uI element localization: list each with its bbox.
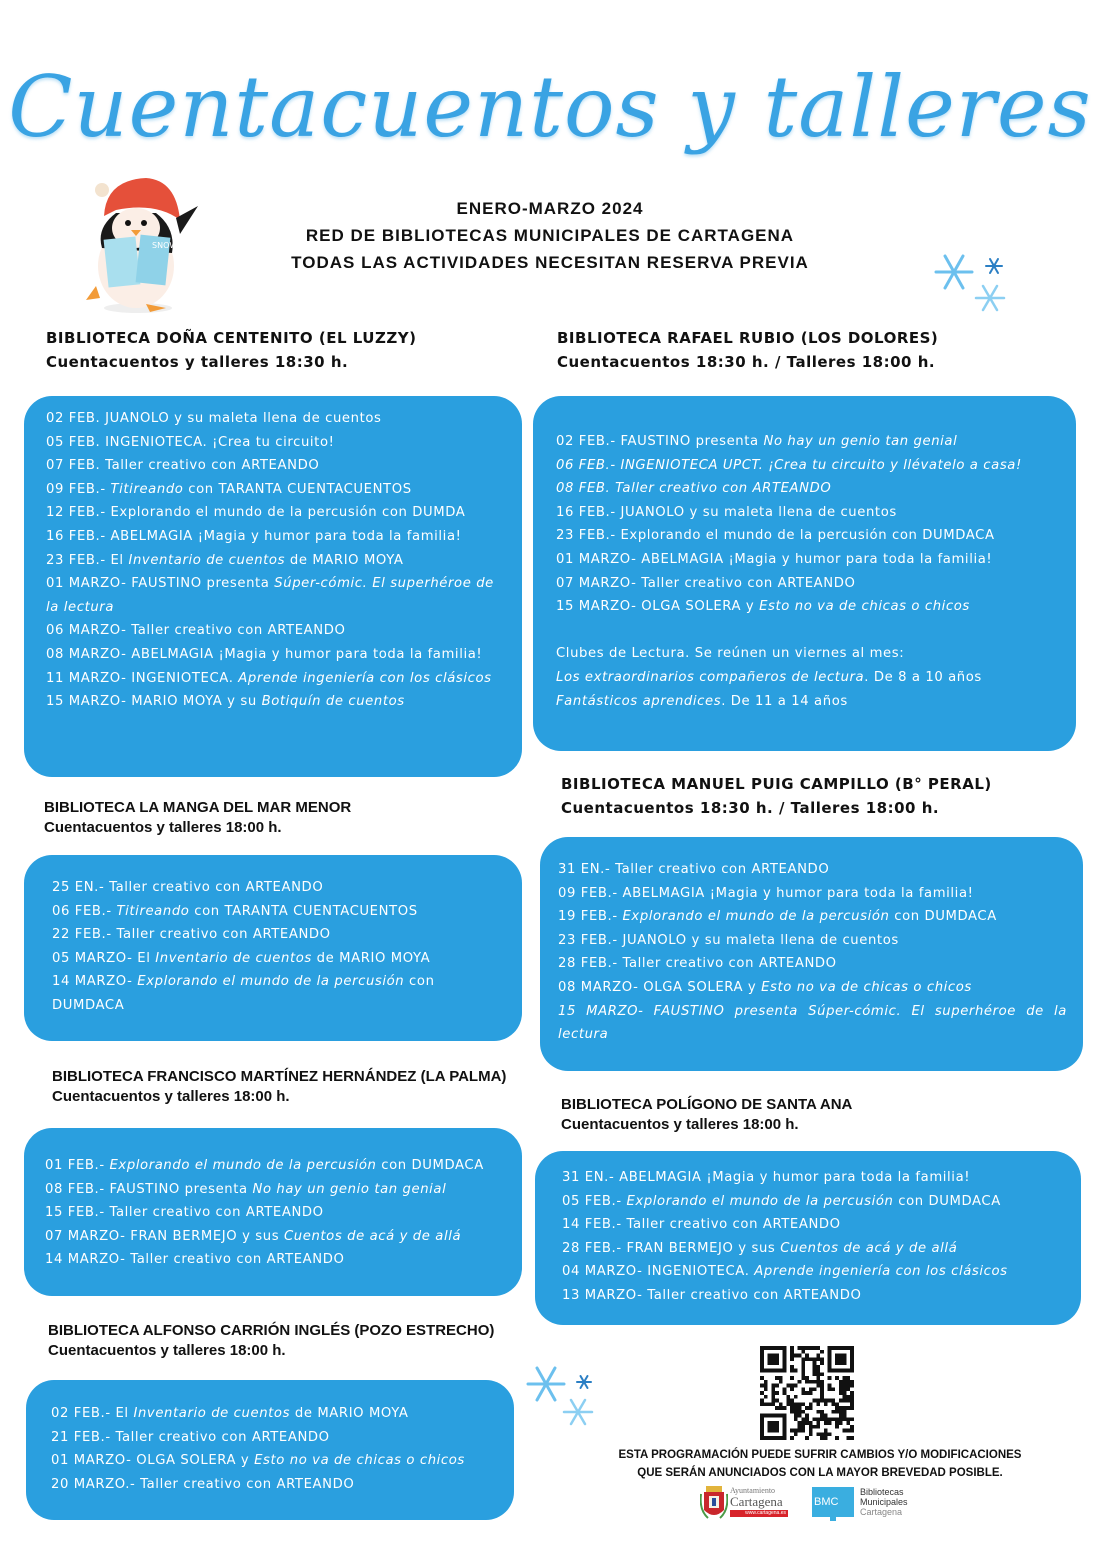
event-item: 07 FEB. Taller creativo con ARTEANDO bbox=[46, 458, 320, 474]
event-item: 16 FEB.- JUANOLO y su maleta llena de cuentos bbox=[556, 504, 897, 520]
qr-code[interactable] bbox=[760, 1346, 854, 1440]
event-item: 23 FEB.- El Inventario de cuentos de MARIO MOYA bbox=[46, 552, 404, 568]
event-item: 01 FEB.- Explorando el mundo de la percusión con DUMDACA bbox=[45, 1158, 484, 1173]
library-name: BIBLIOTECA LA MANGA DEL MAR MENOR bbox=[44, 799, 352, 816]
event-item: 12 FEB.- Explorando el mundo de la percusión con DUMDA bbox=[46, 505, 466, 521]
library-heading-pozo-estrecho bbox=[48, 1321, 494, 1361]
library-heading-rafael-rubio bbox=[557, 326, 938, 374]
event-item: 02 FEB. JUANOLO y su maleta llena de cuentos bbox=[46, 411, 382, 426]
event-item: 06 FEB.- INGENIOTECA UPCT. ¡Crea tu circuito y llévatelo a casa! bbox=[556, 457, 1022, 473]
event-item: 31 EN.- Taller creativo con ARTEANDO bbox=[558, 862, 830, 877]
event-item: 08 MARZO- OLGA SOLERA y Esto no va de chicas o chicos bbox=[558, 979, 972, 995]
event-item: 07 MARZO- FRAN BERMEJO y sus Cuentos de acá y de allá bbox=[45, 1228, 462, 1244]
events-box-la-manga bbox=[24, 855, 522, 1041]
event-item: 01 MARZO- OLGA SOLERA y Esto no va de chicas o chicos bbox=[51, 1453, 465, 1469]
library-name: BIBLIOTECA POLÍGONO DE SANTA ANA bbox=[561, 1096, 853, 1113]
event-item: 14 FEB.- Taller creativo con ARTEANDO bbox=[562, 1217, 841, 1233]
library-schedule: Cuentacuentos 18:30 h. / Talleres 18:00 h. bbox=[557, 353, 936, 371]
library-name: BIBLIOTECA RAFAEL RUBIO (LOS DOLORES) bbox=[557, 329, 939, 347]
events-box-santa-ana bbox=[535, 1151, 1081, 1325]
event-item: 15 MARZO- FAUSTINO presenta Súper-cómic. El superhéroe de la lectura bbox=[558, 1003, 1067, 1043]
event-item: 14 MARZO- Explorando el mundo de la percusión con DUMDACA bbox=[52, 974, 435, 1013]
event-item: 01 MARZO- ABELMAGIA ¡Magia y humor para toda la familia! bbox=[556, 551, 993, 567]
library-name: BIBLIOTECA MANUEL PUIG CAMPILLO (B° PERAL) bbox=[561, 775, 992, 793]
book-cover-text: SNOW bbox=[152, 241, 178, 250]
event-item: 22 FEB.- Taller creativo con ARTEANDO bbox=[52, 927, 331, 943]
event-item: 31 EN.- ABELMAGIA ¡Magia y humor para toda la familia! bbox=[562, 1170, 971, 1185]
event-item: 13 MARZO- Taller creativo con ARTEANDO bbox=[562, 1287, 862, 1303]
library-schedule: Cuentacuentos y talleres 18:00 h. bbox=[44, 819, 282, 836]
event-item: 08 FEB.- FAUSTINO presenta No hay un genio tan genial bbox=[45, 1181, 447, 1197]
event-item: 09 FEB.- Titireando con TARANTA CUENTACUENTOS bbox=[46, 481, 412, 497]
library-name: BIBLIOTECA ALFONSO CARRIÓN INGLÉS (POZO ESTRECHO) bbox=[48, 1322, 495, 1339]
event-item: 21 FEB.- Taller creativo con ARTEANDO bbox=[51, 1429, 330, 1445]
event-item: 14 MARZO- Taller creativo con ARTEANDO bbox=[45, 1252, 345, 1268]
event-item: 28 FEB.- Taller creativo con ARTEANDO bbox=[558, 956, 837, 972]
penguin-reading-illustration bbox=[76, 168, 206, 318]
event-item: 23 FEB.- Explorando el mundo de la percusión con DUMDACA bbox=[556, 528, 995, 544]
ayuntamiento-cartagena-logo: Ayuntamiento Cartagena www.cartagena.es bbox=[700, 1484, 790, 1524]
event-item: 05 MARZO- El Inventario de cuentos de MARIO MOYA bbox=[52, 950, 431, 966]
library-heading-la-palma bbox=[52, 1067, 506, 1107]
event-item: 15 MARZO- MARIO MOYA y su Botiquín de cuentos bbox=[46, 694, 405, 710]
events-box-dona-centenito bbox=[24, 396, 522, 777]
event-item: 06 MARZO- Taller creativo con ARTEANDO bbox=[46, 623, 346, 639]
library-schedule: Cuentacuentos y talleres 18:00 h. bbox=[561, 1116, 799, 1133]
event-item: 25 EN.- Taller creativo con ARTEANDO bbox=[52, 880, 324, 895]
event-item: 11 MARZO- INGENIOTECA. Aprende ingeniería con los clásicos bbox=[46, 670, 492, 686]
library-schedule: Cuentacuentos y talleres 18:00 h. bbox=[48, 1342, 286, 1359]
snowflakes-icon bbox=[520, 1360, 610, 1434]
event-item: 02 FEB.- FAUSTINO presenta No hay un genio tan genial bbox=[556, 434, 958, 449]
reading-club-item: Los extraordinarios compañeros de lectura. De 8 a 10 años bbox=[556, 669, 982, 685]
changes-notice bbox=[560, 1446, 1080, 1482]
coat-of-arms-icon bbox=[700, 1484, 728, 1522]
event-item: 20 MARZO.- Taller creativo con ARTEANDO bbox=[51, 1476, 355, 1492]
poster-title: Cuentacuentos y talleres bbox=[8, 58, 1092, 156]
reading-club-item: Fantásticos aprendices. De 11 a 14 años bbox=[556, 693, 848, 709]
event-item: 16 FEB.- ABELMAGIA ¡Magia y humor para toda la familia! bbox=[46, 528, 462, 544]
event-item: 04 MARZO- INGENIOTECA. Aprende ingeniería con los clásicos bbox=[562, 1264, 1008, 1280]
snowflakes-icon bbox=[928, 246, 1018, 320]
event-item: 15 FEB.- Taller creativo con ARTEANDO bbox=[45, 1205, 324, 1221]
library-name: BIBLIOTECA DOÑA CENTENITO (EL LUZZY) bbox=[46, 329, 417, 347]
event-item: 19 FEB.- Explorando el mundo de la percusión con DUMDACA bbox=[558, 909, 997, 925]
events-box-rafael-rubio bbox=[533, 396, 1076, 751]
event-item: 02 FEB.- El Inventario de cuentos de MARIO MOYA bbox=[51, 1406, 409, 1421]
notice-line-2: QUE SERÁN ANUNCIADOS CON LA MAYOR BREVEDAD POSIBLE. bbox=[637, 1467, 1003, 1479]
library-heading-manuel-puig bbox=[561, 772, 992, 820]
event-item: 06 FEB.- Titireando con TARANTA CUENTACUENTOS bbox=[52, 903, 418, 919]
event-item: 08 MARZO- ABELMAGIA ¡Magia y humor para toda la familia! bbox=[46, 646, 483, 662]
event-item: 05 FEB. INGENIOTECA. ¡Crea tu circuito! bbox=[46, 434, 335, 450]
event-item: 05 FEB.- Explorando el mundo de la percusión con DUMDACA bbox=[562, 1193, 1001, 1209]
library-heading-la-manga bbox=[44, 798, 351, 838]
library-schedule: Cuentacuentos y talleres 18:00 h. bbox=[52, 1088, 290, 1105]
library-name: BIBLIOTECA FRANCISCO MARTÍNEZ HERNÁNDEZ (LA PALMA) bbox=[52, 1068, 507, 1085]
notice-line-1: ESTA PROGRAMACIÓN PUEDE SUFRIR CAMBIOS Y/O MODIFICACIONES bbox=[618, 1449, 1022, 1461]
library-schedule: Cuentacuentos 18:30 h. / Talleres 18:00 h. bbox=[561, 799, 940, 817]
events-box-la-palma bbox=[24, 1128, 522, 1296]
library-heading-dona-centenito bbox=[46, 326, 416, 374]
period-heading: ENERO-MARZO 2024 bbox=[456, 199, 644, 218]
network-heading: RED DE BIBLIOTECAS MUNICIPALES DE CARTAGENA bbox=[305, 226, 795, 245]
event-item: 15 MARZO- OLGA SOLERA y Esto no va de chicas o chicos bbox=[556, 599, 970, 615]
events-box-pozo-estrecho bbox=[26, 1380, 514, 1520]
reading-clubs-heading: Clubes de Lectura. Se reúnen un viernes al mes: bbox=[556, 646, 905, 662]
event-item: 08 FEB. Taller creativo con ARTEANDO bbox=[556, 481, 832, 497]
library-heading-santa-ana bbox=[561, 1095, 852, 1135]
events-box-manuel-puig bbox=[540, 837, 1083, 1071]
event-item: 09 FEB.- ABELMAGIA ¡Magia y humor para toda la familia! bbox=[558, 885, 974, 901]
reservation-notice: TODAS LAS ACTIVIDADES NECESITAN RESERVA PREVIA bbox=[291, 253, 809, 272]
bibliotecas-municipales-logo: BMC Bibliotecas Municipales Cartagena bbox=[812, 1487, 922, 1523]
bmc-mark: BMC bbox=[812, 1487, 854, 1517]
event-item: 23 FEB.- JUANOLO y su maleta llena de cuentos bbox=[558, 932, 899, 948]
library-schedule: Cuentacuentos y talleres 18:30 h. bbox=[46, 353, 349, 371]
event-item: 07 MARZO- Taller creativo con ARTEANDO bbox=[556, 575, 856, 591]
event-item: 28 FEB.- FRAN BERMEJO y sus Cuentos de acá y de allá bbox=[562, 1240, 958, 1256]
event-item: 01 MARZO- FAUSTINO presenta Súper-cómic. El superhéroe de la lectura bbox=[46, 576, 494, 615]
